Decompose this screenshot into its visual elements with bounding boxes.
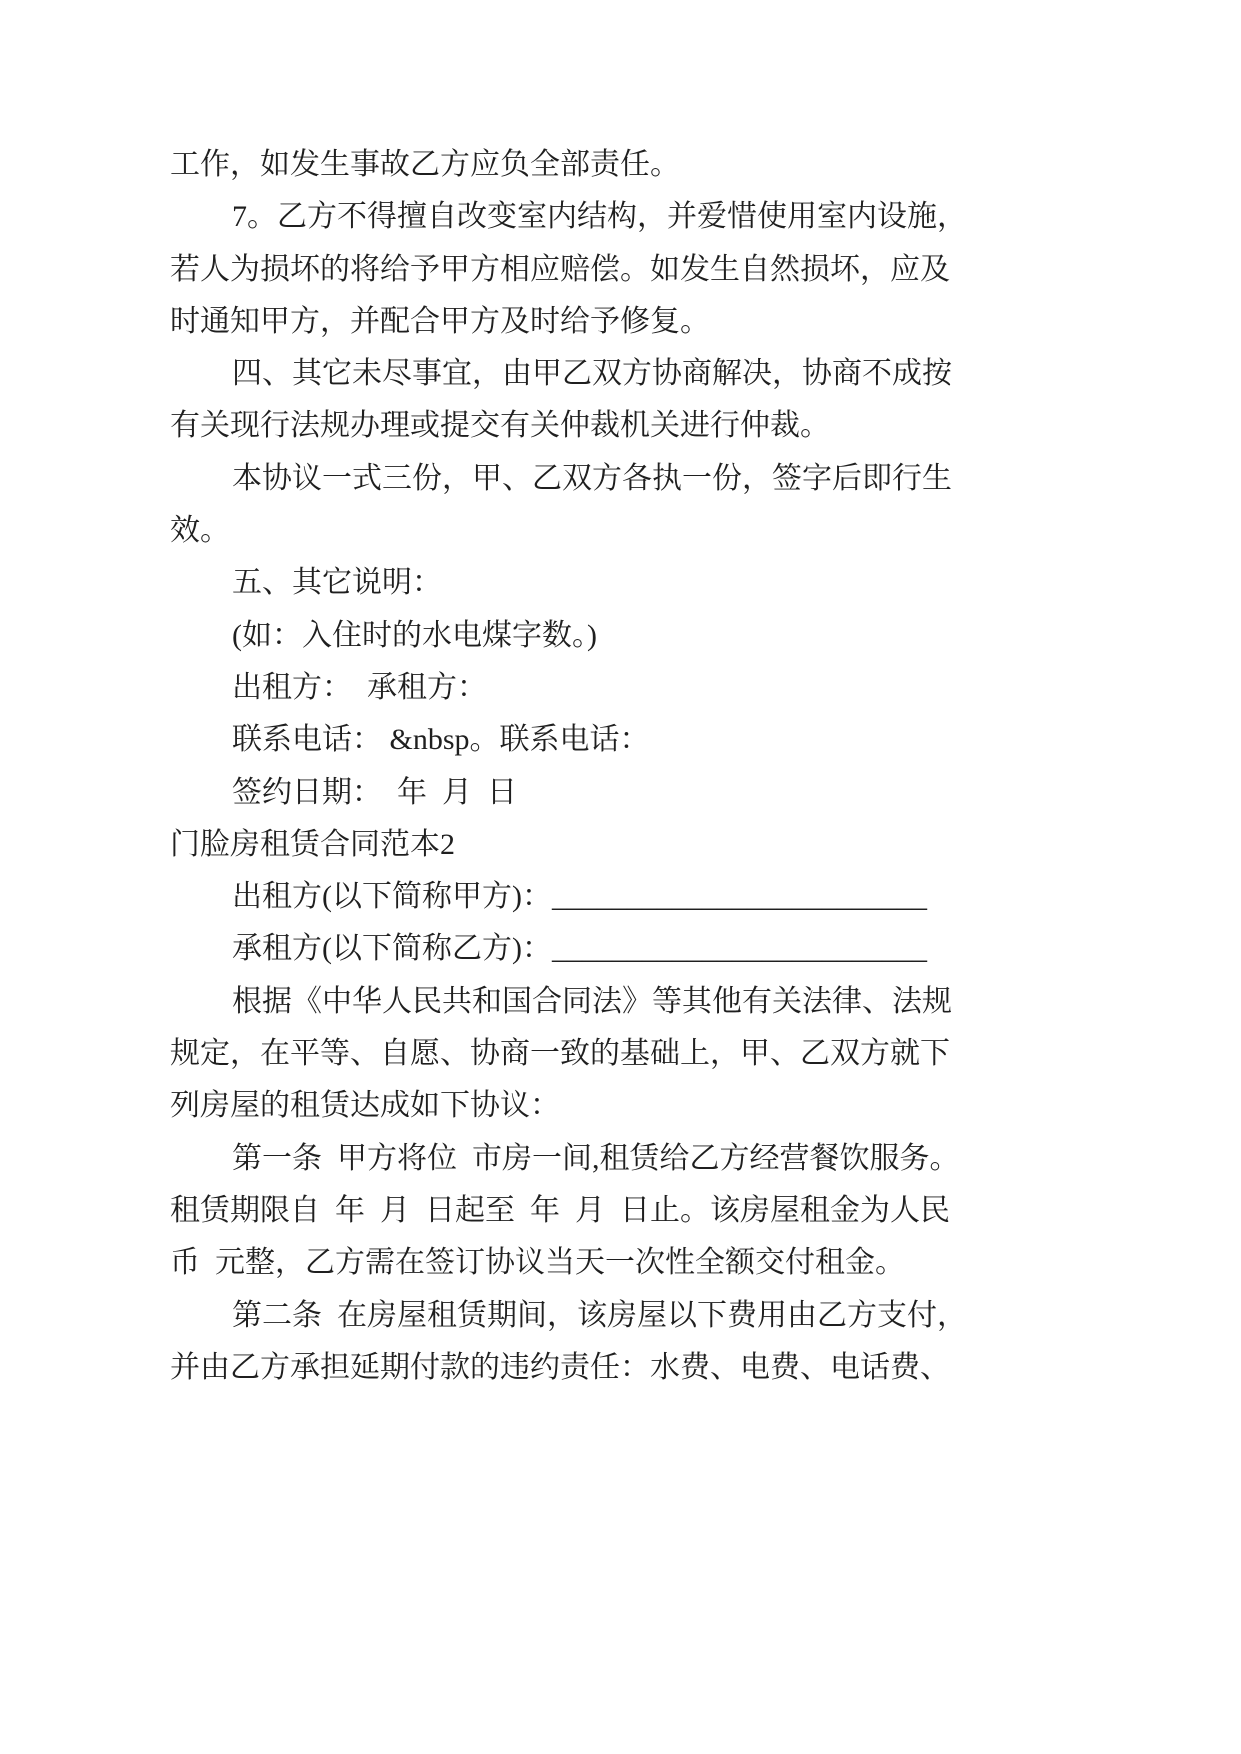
paragraph-line: 工作，如发生事故乙方应负全部责任。 bbox=[170, 148, 680, 181]
preamble-line: 根据《中华人民共和国合同法》等其他有关法律、法规 bbox=[232, 984, 952, 1018]
party-b-line: 承租方(以下简称乙方)：_________________________ bbox=[232, 932, 927, 966]
paragraph-line: 并由乙方承担延期付款的违约责任：水费、电费、电话费、 bbox=[170, 1350, 950, 1384]
signature-phones-line: 联系电话： &nbsp。联系电话： bbox=[232, 723, 650, 757]
section-4-line: 四、其它未尽事宜，由甲乙双方协商解决，协商不成按 bbox=[232, 357, 952, 391]
article-1-line: 第一条 甲方将位 市房一间,租赁给乙方经营餐饮服务。 bbox=[232, 1141, 960, 1175]
paragraph-line: 若人为损坏的将给予甲方相应赔偿。如发生自然损坏，应及 bbox=[170, 252, 950, 286]
signature-parties-line: 出租方： 承租方： bbox=[232, 670, 487, 704]
article-2-line: 第二条 在房屋租赁期间，该房屋以下费用由乙方支付， bbox=[232, 1298, 967, 1332]
paragraph-line: 规定，在平等、自愿、协商一致的基础上，甲、乙双方就下 bbox=[170, 1037, 950, 1071]
paragraph-line: 效。 bbox=[170, 514, 230, 548]
note-line: (如：入住时的水电煤字数。) bbox=[232, 618, 597, 652]
paragraph-line: 有关现行法规办理或提交有关仲裁机关进行仲裁。 bbox=[170, 409, 830, 443]
party-a-line: 出租方(以下简称甲方)：_________________________ bbox=[232, 880, 927, 914]
contract-title: 门脸房租赁合同范本2 bbox=[170, 827, 455, 861]
copies-statement-line: 本协议一式三份，甲、乙双方各执一份，签字后即行生 bbox=[232, 461, 952, 495]
paragraph-line: 时通知甲方，并配合甲方及时给予修复。 bbox=[170, 304, 710, 338]
paragraph-line: 租赁期限自 年 月 日起至 年 月 日止。该房屋租金为人民 bbox=[170, 1193, 950, 1227]
clause-7-line: 7。乙方不得擅自改变室内结构，并爱惜使用室内设施， bbox=[232, 200, 967, 234]
signing-date-line: 签约日期： 年 月 日 bbox=[232, 775, 517, 809]
section-5-heading: 五、其它说明： bbox=[232, 566, 442, 600]
document-body bbox=[170, 139, 1070, 1394]
paragraph-line: 列房屋的租赁达成如下协议： bbox=[170, 1089, 560, 1123]
paragraph-line: 币 元整，乙方需在签订协议当天一次性全额交付租金。 bbox=[170, 1246, 905, 1280]
